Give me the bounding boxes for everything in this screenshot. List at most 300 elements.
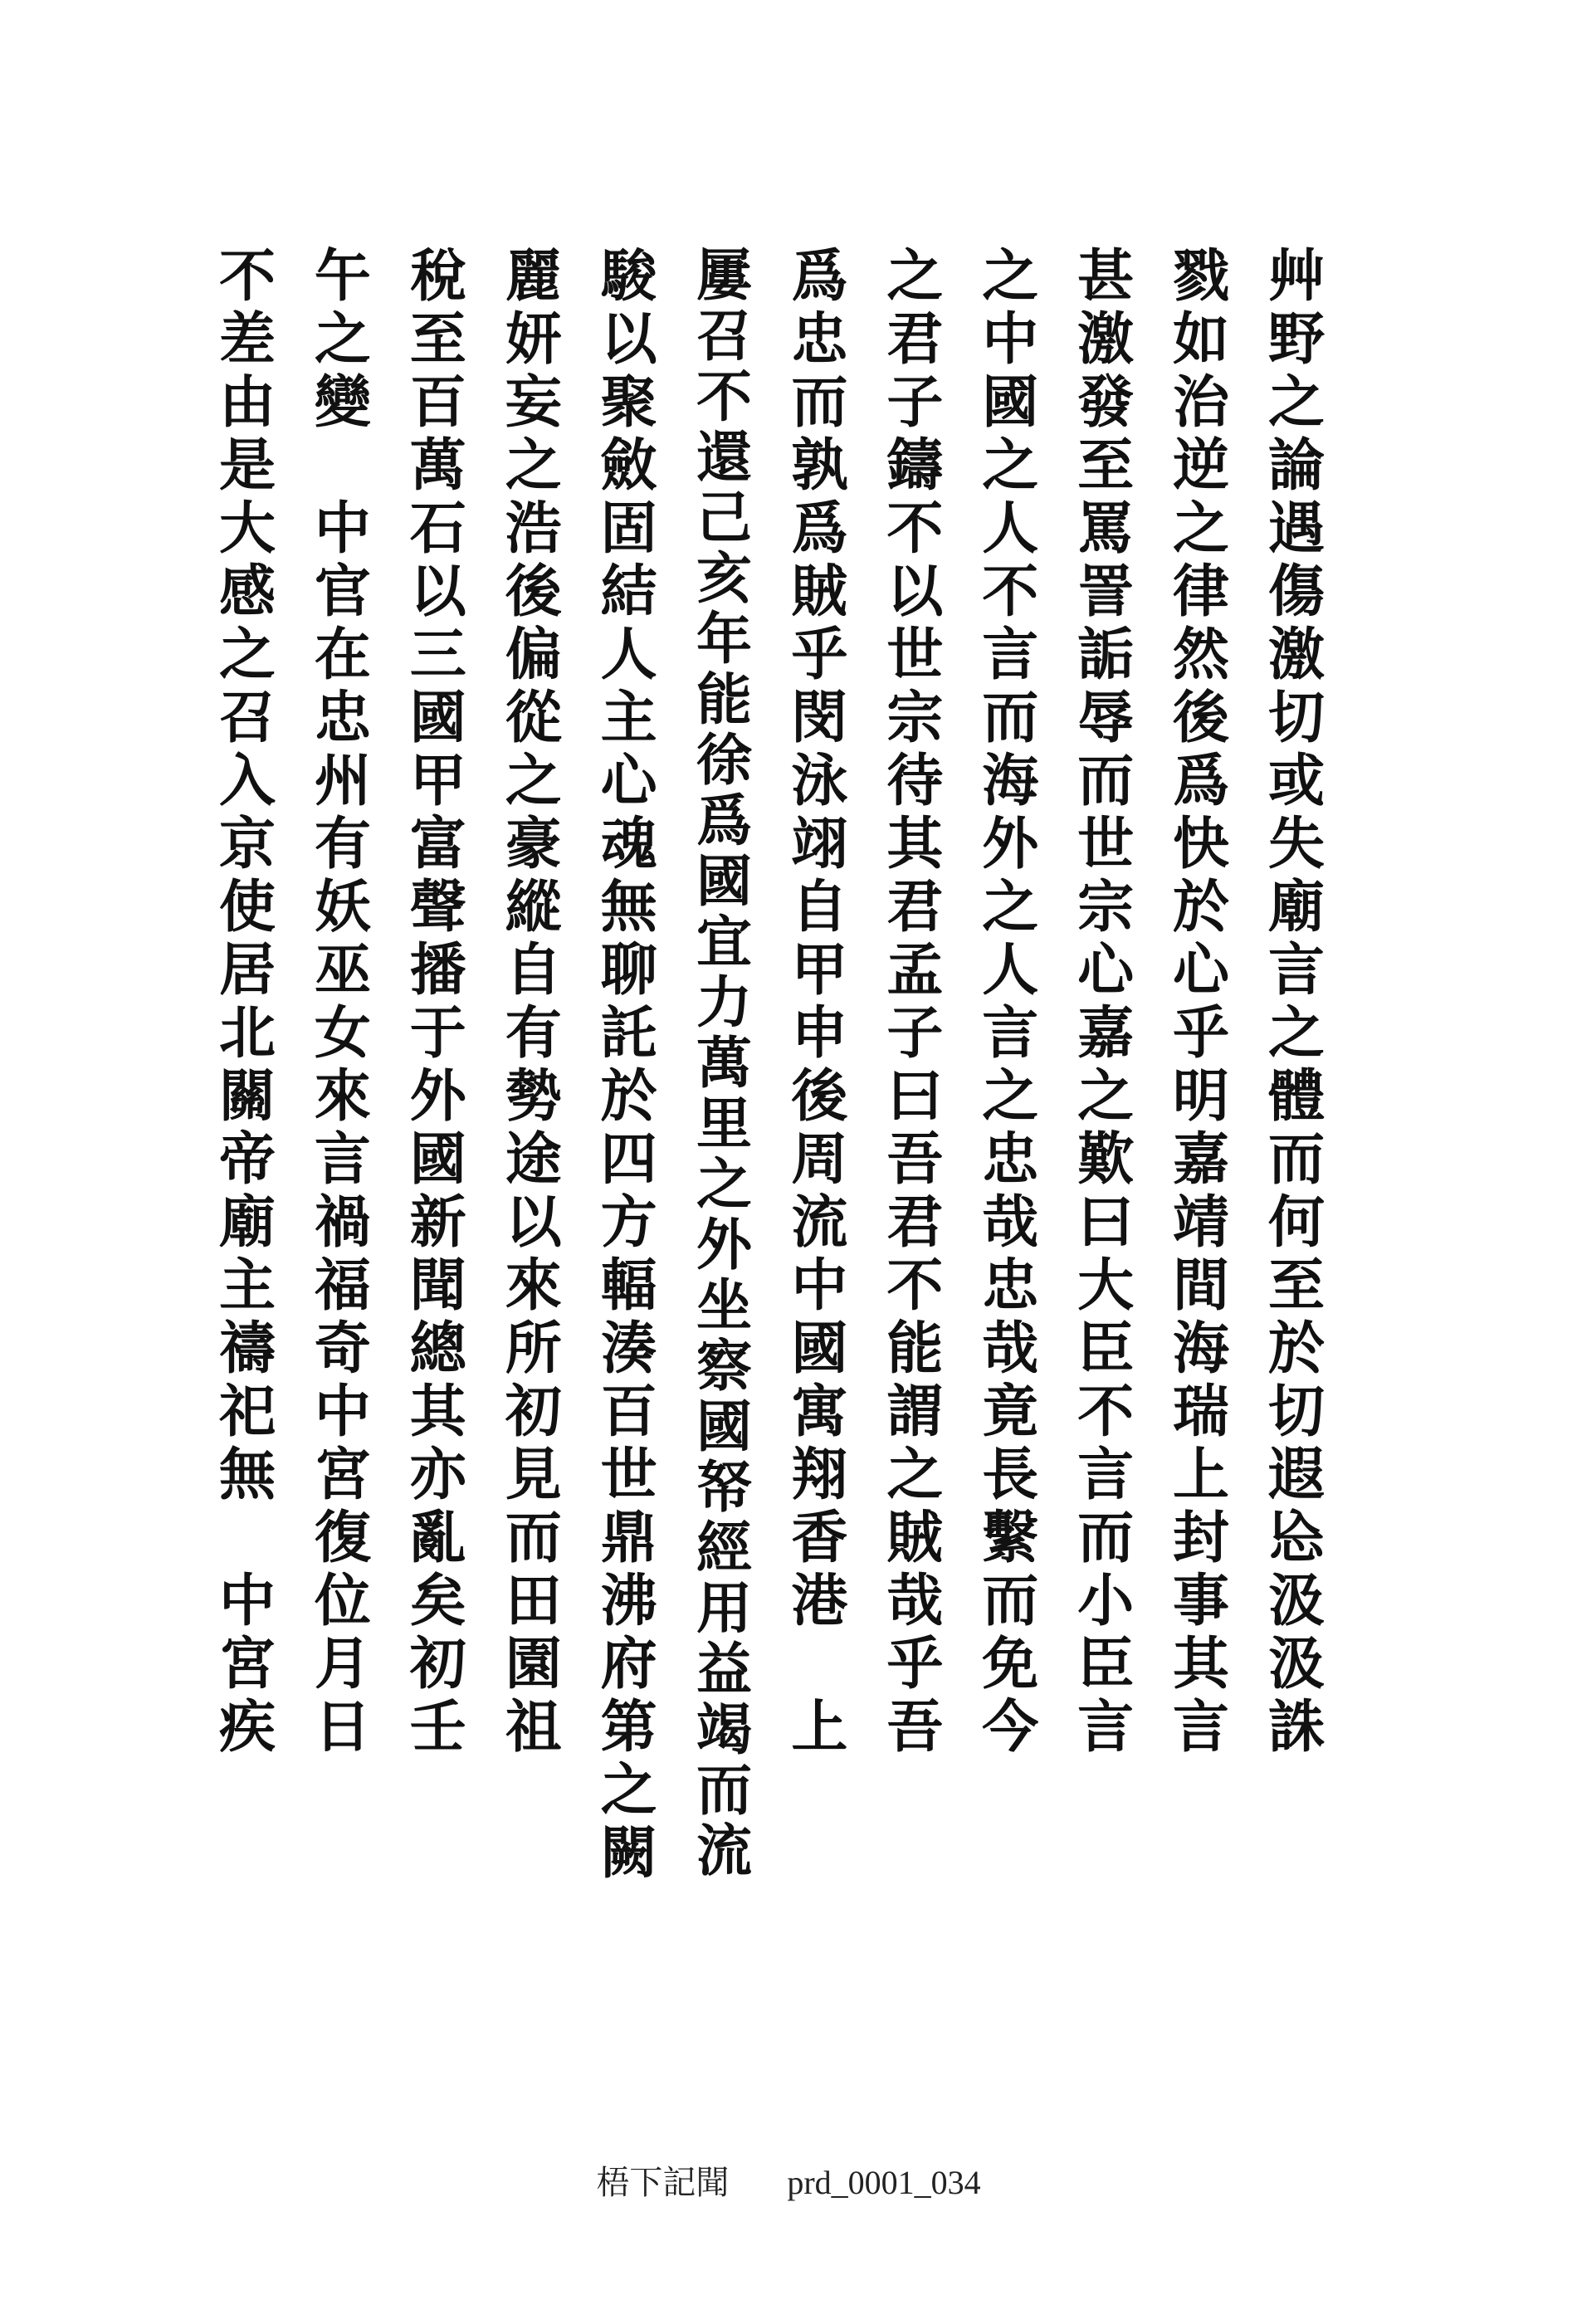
character: 帝 xyxy=(218,1126,276,1193)
character: 如 xyxy=(1173,306,1230,373)
character: 大 xyxy=(1077,1252,1135,1319)
character: 謂 xyxy=(886,1379,944,1445)
character: 固 xyxy=(600,496,657,562)
character: 差 xyxy=(218,306,276,373)
character: 忠 xyxy=(314,685,371,751)
character: 至 xyxy=(1077,432,1135,499)
character: 是 xyxy=(218,432,276,499)
character: 寓 xyxy=(791,1379,848,1445)
character: 官 xyxy=(314,559,371,625)
character: 稅 xyxy=(409,243,466,310)
character: 自 xyxy=(791,874,848,940)
character: 乎 xyxy=(886,1631,944,1697)
character: 外 xyxy=(409,1063,466,1130)
character: 心 xyxy=(1077,937,1135,1003)
character: 主 xyxy=(600,685,657,751)
character: 無 xyxy=(218,1442,276,1508)
character: 入 xyxy=(218,748,276,814)
character: 爲 xyxy=(791,496,848,562)
character: 甚 xyxy=(1077,243,1135,310)
character: 女 xyxy=(314,1000,371,1067)
character: 巫 xyxy=(314,937,371,1003)
character: 後 xyxy=(1173,685,1230,751)
character: 或 xyxy=(1267,748,1325,814)
text-column xyxy=(875,245,954,1759)
manuscript-text-block xyxy=(208,242,1336,1888)
character: 來 xyxy=(314,1063,371,1130)
character: 誅 xyxy=(1267,1694,1325,1760)
character: 之 xyxy=(1173,496,1230,562)
character: 鼎 xyxy=(600,1505,657,1571)
character: 後 xyxy=(505,559,562,625)
character: 初 xyxy=(505,1379,562,1445)
character: 心 xyxy=(600,748,657,814)
character: 國 xyxy=(409,685,466,751)
character: 爲 xyxy=(791,243,848,310)
character: 嘉 xyxy=(1077,1000,1135,1067)
character: 妍 xyxy=(505,306,562,373)
character: 總 xyxy=(409,1316,466,1382)
character: 位 xyxy=(314,1568,371,1634)
character: 發 xyxy=(1077,369,1135,436)
character: 歎 xyxy=(1077,1126,1135,1193)
character: 變 xyxy=(314,369,371,436)
character: 百 xyxy=(600,1379,657,1445)
character: 世 xyxy=(600,1442,657,1508)
character: 第 xyxy=(600,1694,657,1760)
character: 瑞 xyxy=(1173,1379,1230,1445)
character: 禱 xyxy=(218,1316,276,1382)
character: 人 xyxy=(982,937,1039,1003)
character: 勢 xyxy=(505,1063,562,1130)
character: 之 xyxy=(982,432,1039,499)
character: 關 xyxy=(218,1063,276,1130)
character: 而 xyxy=(1077,1505,1135,1571)
character: 以 xyxy=(886,559,944,625)
character: 縱 xyxy=(505,874,562,940)
character: 經 xyxy=(696,1515,753,1580)
character: 廟 xyxy=(218,1189,276,1256)
character: 遇 xyxy=(1267,496,1325,562)
character: 以 xyxy=(600,306,657,373)
character: 而 xyxy=(982,1568,1039,1634)
character: 而 xyxy=(1077,748,1135,814)
character: 園 xyxy=(505,1631,562,1697)
character: 力 xyxy=(696,969,753,1035)
character: 宮 xyxy=(218,1631,276,1697)
character: 之 xyxy=(218,622,276,688)
character: 哉 xyxy=(982,1189,1039,1256)
character: 感 xyxy=(218,559,276,625)
character: 爲 xyxy=(1173,748,1230,814)
character: 外 xyxy=(982,811,1039,877)
character: 快 xyxy=(1173,811,1230,877)
character: 在 xyxy=(314,622,371,688)
character: 流 xyxy=(791,1189,848,1256)
character: 後 xyxy=(791,1063,848,1130)
character: 而 xyxy=(1267,1126,1325,1193)
character: 竭 xyxy=(696,1697,753,1762)
character: 之 xyxy=(696,1151,753,1217)
character: 聞 xyxy=(409,1252,466,1319)
character: 遐 xyxy=(1267,1442,1325,1508)
character: 中 xyxy=(314,1379,371,1445)
character: 而 xyxy=(982,685,1039,751)
character: 疾 xyxy=(218,1694,276,1760)
character: 逆 xyxy=(1173,432,1230,499)
character: 田 xyxy=(505,1568,562,1634)
character: 言 xyxy=(1267,937,1325,1003)
character: 駿 xyxy=(600,243,657,310)
character: 其 xyxy=(1173,1631,1230,1697)
character: 見 xyxy=(505,1442,562,1508)
character: 亦 xyxy=(409,1442,466,1508)
character: 浩 xyxy=(505,496,562,562)
character: 宮 xyxy=(314,1442,371,1508)
character: 北 xyxy=(218,1000,276,1067)
character: 人 xyxy=(982,496,1039,562)
character: 之 xyxy=(505,432,562,499)
character: 帑 xyxy=(696,1454,753,1520)
character: 孰 xyxy=(791,432,848,499)
character: 召 xyxy=(696,303,753,369)
character: 己 xyxy=(696,485,753,550)
character: 益 xyxy=(696,1636,753,1702)
character: 泳 xyxy=(791,748,848,814)
character: 周 xyxy=(791,1126,848,1193)
character: 午 xyxy=(314,243,371,310)
character: 于 xyxy=(409,1000,466,1067)
character: 至 xyxy=(1267,1252,1325,1319)
character: 之 xyxy=(886,1442,944,1508)
character: 方 xyxy=(600,1189,657,1256)
character: 之 xyxy=(314,306,371,373)
character: 之 xyxy=(505,748,562,814)
character: 待 xyxy=(886,748,944,814)
character: 世 xyxy=(1077,811,1135,877)
character: 爲 xyxy=(696,788,753,853)
character: 激 xyxy=(1267,622,1325,688)
character: 還 xyxy=(696,424,753,490)
character: 從 xyxy=(505,685,562,751)
character: 所 xyxy=(505,1316,562,1382)
character: 中 xyxy=(218,1568,276,1634)
character: 之 xyxy=(1267,1000,1325,1067)
character: 孟 xyxy=(886,937,944,1003)
character: 流 xyxy=(696,1818,753,1883)
character: 國 xyxy=(696,1394,753,1459)
character: 詬 xyxy=(1077,622,1135,688)
character: 嘉 xyxy=(1173,1126,1230,1193)
character: 途 xyxy=(505,1126,562,1193)
character: 竟 xyxy=(982,1379,1039,1445)
character: 何 xyxy=(1267,1189,1325,1256)
character: 不 xyxy=(982,559,1039,625)
character: 港 xyxy=(791,1568,848,1634)
character: 而 xyxy=(791,369,848,436)
character: 中 xyxy=(314,496,371,562)
character: 上 xyxy=(1173,1442,1230,1508)
character: 亥 xyxy=(696,545,753,611)
character: 宜 xyxy=(696,909,753,974)
character: 屢 xyxy=(696,242,753,308)
character: 子 xyxy=(886,1000,944,1067)
character: 坐 xyxy=(696,1272,753,1338)
character: 偏 xyxy=(505,622,562,688)
character: 能 xyxy=(696,666,753,732)
character: 上 xyxy=(791,1694,848,1760)
character: 海 xyxy=(982,748,1039,814)
character: 以 xyxy=(409,559,466,625)
character: 香 xyxy=(791,1505,848,1571)
character: 石 xyxy=(409,496,466,562)
character: 臣 xyxy=(1077,1631,1135,1697)
character: 廟 xyxy=(1267,874,1325,940)
character: 吾 xyxy=(886,1694,944,1760)
character: 閔 xyxy=(791,685,848,751)
character: 人 xyxy=(600,622,657,688)
character: 哉 xyxy=(886,1568,944,1634)
character: 激 xyxy=(1077,306,1135,373)
character: 州 xyxy=(314,748,371,814)
character: 居 xyxy=(218,937,276,1003)
character: 言 xyxy=(982,1000,1039,1067)
character: 國 xyxy=(982,369,1039,436)
character: 切 xyxy=(1267,1379,1325,1445)
character: 間 xyxy=(1173,1252,1230,1319)
character: 言 xyxy=(982,622,1039,688)
character: 萬 xyxy=(696,1030,753,1096)
character: 有 xyxy=(505,1000,562,1067)
character: 靖 xyxy=(1173,1189,1230,1256)
character: 封 xyxy=(1173,1505,1230,1571)
character: 乎 xyxy=(791,622,848,688)
character: 而 xyxy=(696,1757,753,1823)
character: 三 xyxy=(409,622,466,688)
character: 言 xyxy=(1077,1442,1135,1508)
character: 國 xyxy=(696,848,753,914)
character: 之 xyxy=(982,1063,1039,1130)
character: 四 xyxy=(600,1126,657,1193)
character: 萬 xyxy=(409,432,466,499)
text-column xyxy=(779,245,859,1759)
character: 外 xyxy=(696,1212,753,1277)
character: 曰 xyxy=(1077,1189,1135,1256)
character: 中 xyxy=(791,1252,848,1319)
character: 聊 xyxy=(600,937,657,1003)
character: 賊 xyxy=(886,1505,944,1571)
character: 繫 xyxy=(982,1505,1039,1571)
character: 之 xyxy=(1267,369,1325,436)
character: 祖 xyxy=(505,1694,562,1760)
character: 哉 xyxy=(982,1316,1039,1382)
character: 臣 xyxy=(1077,1316,1135,1382)
character: 罵 xyxy=(1077,496,1135,562)
character: 國 xyxy=(791,1316,848,1382)
character: 輻 xyxy=(600,1252,657,1319)
character: 闕 xyxy=(600,1820,657,1887)
character: 使 xyxy=(218,874,276,940)
character: 之 xyxy=(600,1757,657,1824)
character: 詈 xyxy=(1077,559,1135,625)
character: 中 xyxy=(982,306,1039,373)
character: 不 xyxy=(696,364,753,429)
character: 於 xyxy=(1173,874,1230,940)
text-column xyxy=(494,245,574,1759)
character: 禍 xyxy=(314,1189,371,1256)
character: 復 xyxy=(314,1505,371,1571)
character xyxy=(208,1506,287,1570)
book-title: 梧下記聞 xyxy=(596,2164,730,2201)
text-column xyxy=(1066,245,1145,1759)
character: 妖 xyxy=(314,874,371,940)
page-id: prd_0001_034 xyxy=(787,2164,981,2201)
character: 小 xyxy=(1077,1568,1135,1634)
text-column xyxy=(1161,245,1241,1759)
character: 然 xyxy=(1173,622,1230,688)
character: 大 xyxy=(218,496,276,562)
character: 國 xyxy=(409,1126,466,1193)
text-column xyxy=(398,245,478,1759)
character: 矣 xyxy=(409,1568,466,1634)
character: 忠 xyxy=(982,1126,1039,1193)
character: 播 xyxy=(409,937,466,1003)
character: 年 xyxy=(696,606,753,671)
character: 麗 xyxy=(505,243,562,310)
character: 百 xyxy=(409,369,466,436)
character: 託 xyxy=(600,1000,657,1067)
character: 自 xyxy=(505,937,562,1003)
character: 之 xyxy=(886,243,944,310)
character: 魂 xyxy=(600,811,657,877)
character: 至 xyxy=(409,306,466,373)
character: 艸 xyxy=(1267,243,1325,310)
character: 壬 xyxy=(409,1694,466,1760)
character: 亂 xyxy=(409,1505,466,1571)
character: 心 xyxy=(1173,937,1230,1003)
character: 不 xyxy=(886,496,944,562)
character: 里 xyxy=(696,1091,753,1156)
character: 之 xyxy=(1077,1063,1135,1130)
character: 於 xyxy=(1267,1316,1325,1382)
character: 君 xyxy=(886,874,944,940)
character: 而 xyxy=(505,1505,562,1571)
character: 不 xyxy=(218,243,276,310)
character: 言 xyxy=(1173,1694,1230,1760)
character: 聚 xyxy=(600,369,657,436)
character: 辱 xyxy=(1077,685,1135,751)
character: 今 xyxy=(982,1694,1039,1760)
character: 於 xyxy=(600,1063,657,1130)
character: 甲 xyxy=(791,937,848,1003)
character: 奇 xyxy=(314,1316,371,1382)
character: 戮 xyxy=(1173,243,1230,310)
character: 吾 xyxy=(886,1126,944,1193)
character: 妄 xyxy=(505,369,562,436)
character: 曰 xyxy=(886,1063,944,1130)
character: 翔 xyxy=(791,1442,848,1508)
character: 月 xyxy=(314,1631,371,1697)
character: 切 xyxy=(1267,685,1325,751)
character: 野 xyxy=(1267,306,1325,373)
character: 以 xyxy=(505,1189,562,1256)
character: 察 xyxy=(696,1333,753,1399)
character: 汲 xyxy=(1267,1631,1325,1697)
page-footer xyxy=(0,2156,1577,2204)
character: 之 xyxy=(982,243,1039,310)
character: 新 xyxy=(409,1189,466,1256)
character: 忠 xyxy=(982,1252,1039,1319)
character: 福 xyxy=(314,1252,371,1319)
character: 明 xyxy=(1173,1063,1230,1130)
character: 來 xyxy=(505,1252,562,1319)
character: 翊 xyxy=(791,811,848,877)
character: 不 xyxy=(886,1252,944,1319)
character: 京 xyxy=(218,811,276,877)
character: 言 xyxy=(314,1126,371,1193)
character: 言 xyxy=(1077,1694,1135,1760)
character: 聲 xyxy=(409,874,466,940)
character: 宗 xyxy=(886,685,944,751)
character: 律 xyxy=(1173,559,1230,625)
character: 主 xyxy=(218,1252,276,1319)
character: 失 xyxy=(1267,811,1325,877)
character: 有 xyxy=(314,811,371,877)
character: 富 xyxy=(409,811,466,877)
character: 海 xyxy=(1173,1316,1230,1382)
text-column xyxy=(970,245,1050,1759)
text-column xyxy=(1257,245,1336,1759)
character: 府 xyxy=(600,1631,657,1697)
character: 事 xyxy=(1173,1568,1230,1634)
character: 由 xyxy=(218,369,276,436)
character: 沸 xyxy=(600,1568,657,1634)
character: 長 xyxy=(982,1442,1039,1508)
character: 汲 xyxy=(1267,1568,1325,1634)
character: 其 xyxy=(409,1379,466,1445)
character: 其 xyxy=(886,811,944,877)
character: 用 xyxy=(696,1575,753,1641)
character: 能 xyxy=(886,1316,944,1382)
character: 忠 xyxy=(791,306,848,373)
character: 甲 xyxy=(409,748,466,814)
character: 不 xyxy=(1077,1379,1135,1445)
text-column xyxy=(589,245,669,1885)
text-column xyxy=(303,245,383,1759)
character: 乎 xyxy=(1173,1000,1230,1067)
character: 君 xyxy=(886,1189,944,1256)
character: 治 xyxy=(1173,369,1230,436)
character: 湊 xyxy=(600,1316,657,1382)
character: 世 xyxy=(886,622,944,688)
character: 初 xyxy=(409,1631,466,1697)
character: 斂 xyxy=(600,432,657,499)
character: 召 xyxy=(218,685,276,751)
character: 日 xyxy=(314,1694,371,1760)
character: 免 xyxy=(982,1631,1039,1697)
character: 子 xyxy=(886,369,944,436)
character: 無 xyxy=(600,874,657,940)
character: 賊 xyxy=(791,559,848,625)
character: 論 xyxy=(1267,432,1325,499)
character: 傷 xyxy=(1267,559,1325,625)
character: 君 xyxy=(886,306,944,373)
text-column xyxy=(685,242,764,1883)
character: 祀 xyxy=(218,1379,276,1445)
text-column xyxy=(208,245,287,1759)
character: 結 xyxy=(600,559,657,625)
character: 鑄 xyxy=(886,432,944,499)
